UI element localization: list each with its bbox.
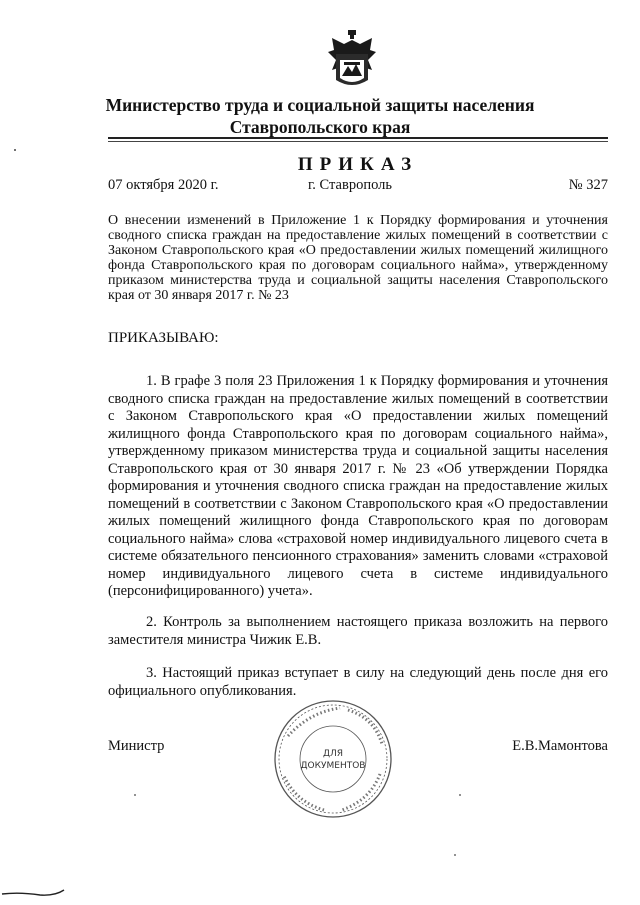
order-subject: О внесении изменений в Приложение 1 к Порядку формирования и уточнения сводного списка граждан на предоставление жилых помещений в соответствии с Законом Ставропольского края «О предоставлении жилых помещений жилищного фонда Ставропольского края по договорам социального найма», утвержденному приказом министерства труда и социальной защиты населения Ставропольского края от 30 января 2017 г. № 23 — [108, 213, 608, 303]
stamp-text-line1: ДЛЯ — [322, 749, 344, 759]
order-number: № 327 — [568, 177, 608, 193]
order-date: 07 октября 2020 г. — [108, 177, 219, 193]
margin-mark — [0, 880, 80, 900]
order-meta-row — [108, 177, 608, 197]
directive-heading: ПРИКАЗЫВАЮ: — [108, 330, 219, 346]
paragraph-2: 2. Контроль за выполнением настоящего приказа возложить на первого заместителя министра Чижик Е.В. — [108, 614, 608, 648]
paragraph-3: 3. Настоящий приказ вступает в силу на следующий день после дня его официального опубликования. — [108, 665, 608, 699]
signer-position: Министр — [108, 738, 165, 754]
paragraph-1: 1. В графе 3 поля 23 Приложения 1 к Порядку формирования и уточнения сводного списка граждан на предоставление жилых помещений в соответствии с Законом Ставропольского края «О предоставлении жилых помещений жилищного фонда Ставропольского края по договорам социального найма», утвержденному приказом министерства труда и социальной защиты населения Ставропольского края от 30 января 2017 г. № 23 «Об утверждении Порядка формирования и уточнения сводного списка граждан на предоставление жилых помещений в соответствии с Законом Ставропольского края «О предоставлении жилых помещений жилищного фонда Ставропольского края по договорам социального найма» слова «страховой номер индивидуального лицевого счета в системе обязательного пенсионного страхования» заменить словами «страховой номер индивидуального лицевого счета в системе индивидуального (персонифицированного) учета». — [108, 373, 608, 599]
coat-of-arms-emblem — [326, 30, 378, 90]
stamp-text-line2: ДОКУМЕНТОВ — [300, 761, 366, 771]
header-divider-thick — [108, 137, 608, 139]
signer-name: Е.В.Мамонтова — [512, 738, 608, 754]
ministry-name-line1: Министерство труда и социальной защиты населения — [105, 95, 535, 115]
ministry-name — [60, 94, 580, 138]
document-title: ПРИКАЗ — [297, 154, 419, 175]
seal-stamp — [270, 696, 396, 822]
order-city: г. Ставрополь — [308, 177, 393, 193]
header-divider-thin — [108, 141, 608, 142]
ministry-name-line2: Ставропольского края — [229, 117, 411, 137]
